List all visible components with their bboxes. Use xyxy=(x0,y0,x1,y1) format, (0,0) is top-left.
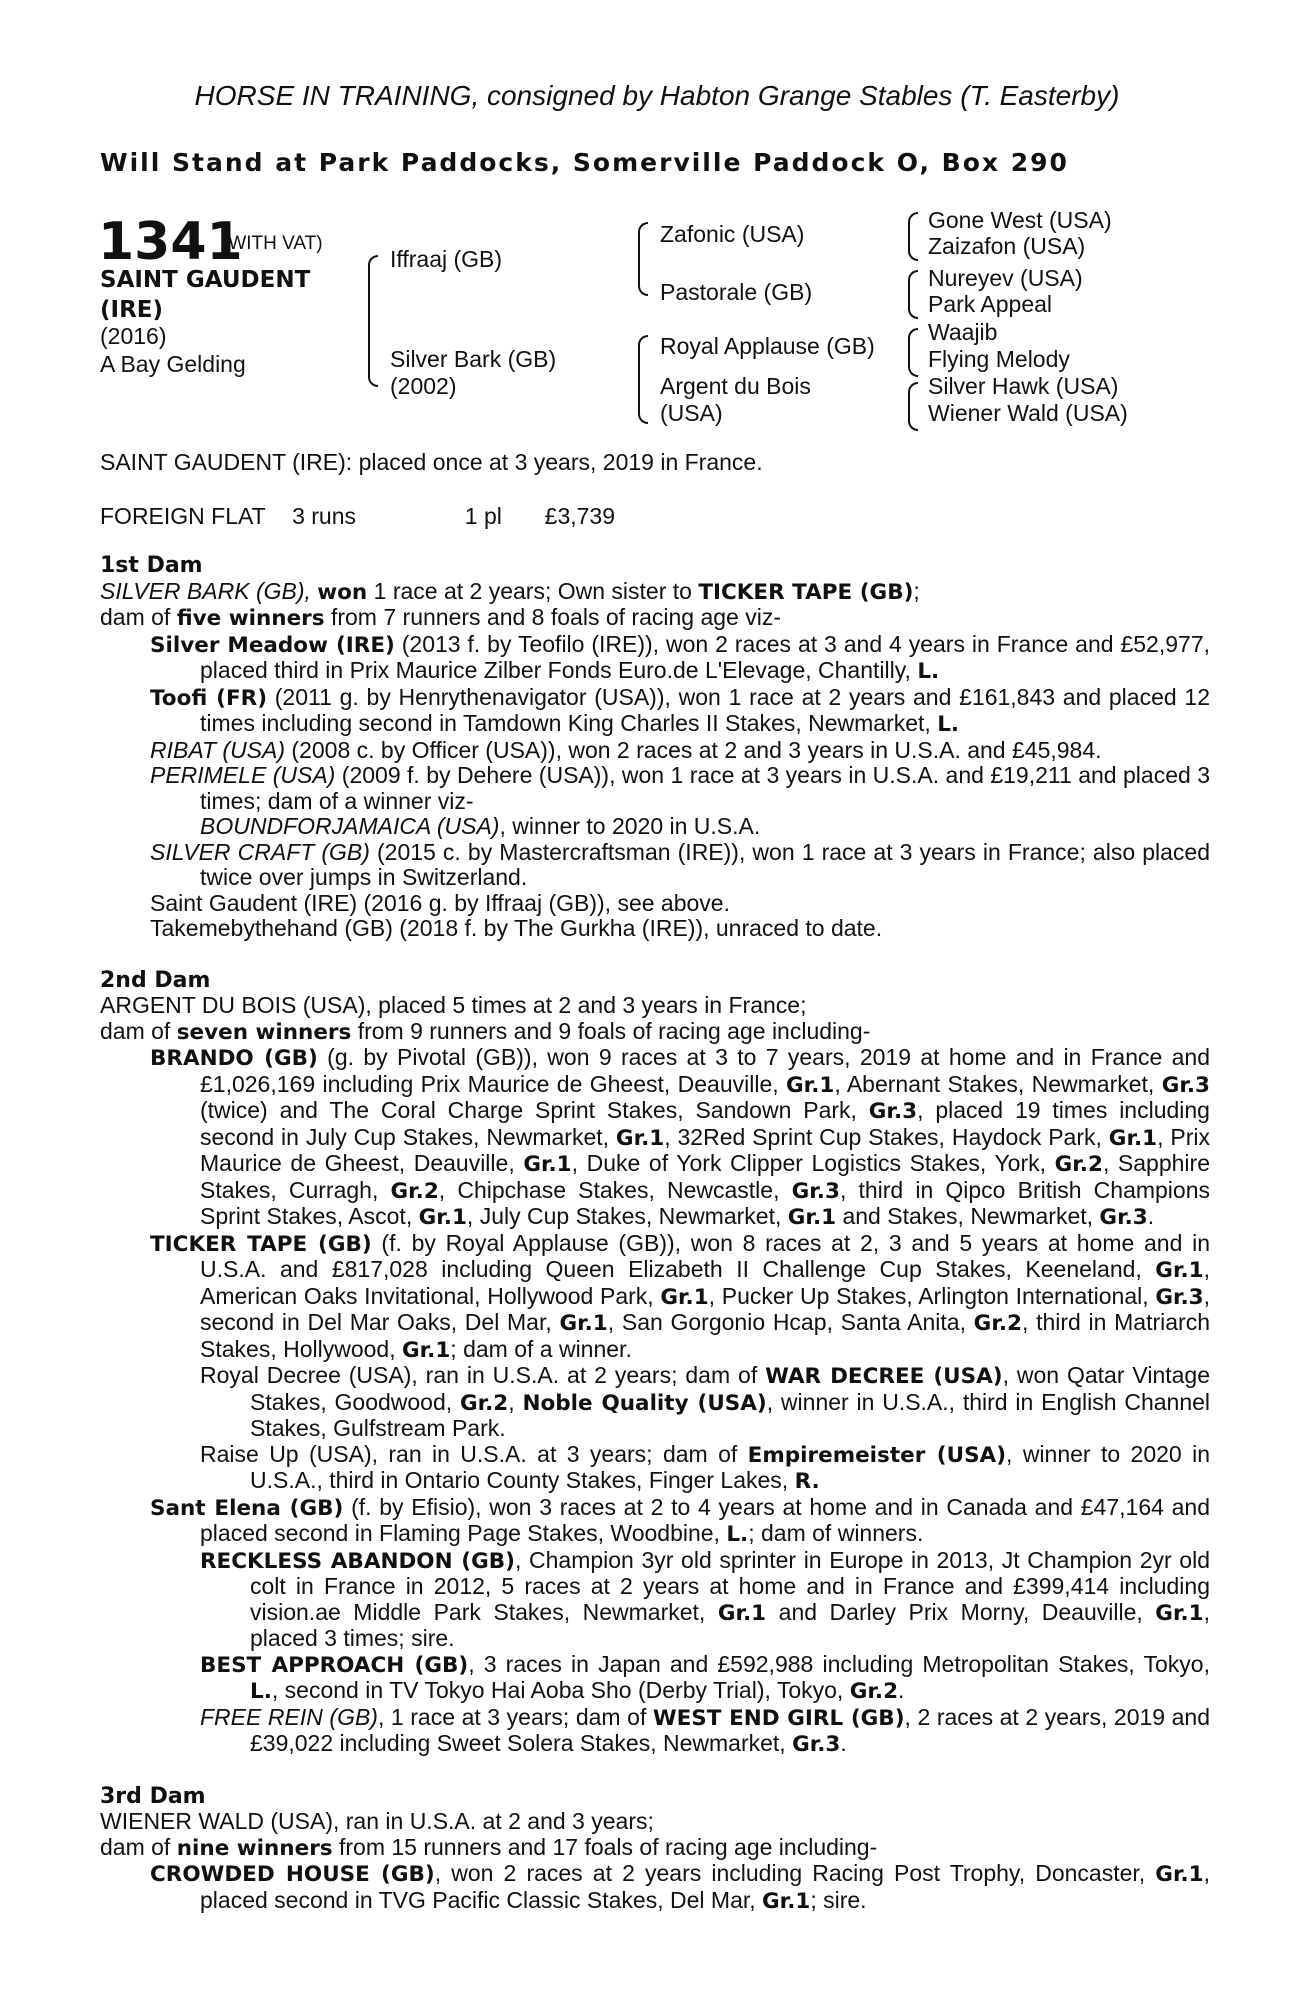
produce-entry: Silver Meadow (IRE) (2013 f. by Teofilo (IRE)), won 2 races at 3 and 4 years in France and £52,977, placed third in Prix Maurice Zilber Fonds Euro.de L'Elevage, Chantilly, L. xyxy=(150,630,1210,684)
produce-sub-entry: RECKLESS ABANDON (GB), Champion 3yr old sprinter in Europe in 2013, Jt Champion 2yr old colt in France in 2012, 5 races at 2 years at home and in France and £399,414 including vision.ae Middle Park Stakes, Newmarket, Gr.1 and Darley Prix Morny, Deauville, Gr.1, placed 3 times; sire. xyxy=(200,1546,1210,1651)
pedigree-g1: Gone West (USA) xyxy=(928,207,1112,233)
catalogue-header: HORSE IN TRAINING, consigned by Habton Grange Stables (T. Easterby) xyxy=(194,80,1120,111)
produce-entry: SILVER CRAFT (GB) (2015 c. by Mastercraftsman (IRE)), won 1 race at 3 years in France; also placed twice over jumps in Switzerland. xyxy=(150,838,1210,890)
second-dam-line: ARGENT DU BOIS (USA), placed 5 times at 2 and 3 years in France; xyxy=(100,992,807,1018)
pedigree-g7: Silver Hawk (USA) xyxy=(928,373,1119,399)
race-record xyxy=(100,503,615,530)
family-section xyxy=(100,553,1210,1914)
pedigree-brace-g12 xyxy=(908,212,918,261)
pedigree-brace-dam xyxy=(638,335,648,424)
first-dam-produce-summary: dam of five winners from 7 runners and 8 foals of racing age viz- xyxy=(100,604,781,631)
race-summary: SAINT GAUDENT (IRE): placed once at 3 years, 2019 in France. xyxy=(100,449,763,475)
third-dam-produce-summary: dam of nine winners from 15 runners and 17 foals of racing age including- xyxy=(100,1833,878,1861)
produce-entry: BRANDO (GB) (g. by Pivotal (GB)), won 9 races at 3 to 7 years, 2019 at home and in France and £1,026,169 including Prix Maurice de Gheest, Deauville, Gr.1, Abernant Stakes, Newmarket, Gr.3 (twice) and The Coral Charge Sprint Stakes, Sandown Park, Gr.3, placed 19 times including second in July Cup Stakes, Newmarket, Gr.1, 32Red Sprint Cup Stakes, Haydock Park, Gr.1, Prix Maurice de Gheest, Deauville, Gr.1, Duke of York Clipper Logistics Stakes, York, Gr.2, Sapphire Stakes, Curragh, Gr.2, Chipchase Stakes, Newcastle, Gr.3, third in Qipco British Champions Sprint Stakes, Ascot, Gr.1, July Cup Stakes, Newmarket, Gr.1 and Stakes, Newmarket, Gr.3. xyxy=(150,1044,1211,1230)
pedigree-g2: Zaizafon (USA) xyxy=(928,233,1086,259)
produce-entry: Saint Gaudent (IRE) (2016 g. by Iffraaj (GB)), see above. xyxy=(150,889,730,916)
first-dam-heading: 1st Dam xyxy=(100,553,203,578)
pedigree-brace-sire-dam xyxy=(368,255,378,387)
produce-sub-entry: BOUNDFORJAMAICA (USA), winner to 2020 in U.S.A. xyxy=(200,813,761,839)
second-dam-produce-summary: dam of seven winners from 9 runners and 9 foals of racing age including- xyxy=(100,1017,871,1045)
produce-entry: PERIMELE (USA) (2009 f. by Dehere (USA)), won 1 race at 3 years in U.S.A. and £19,211 and placed 3 times; dam of a winner viz- xyxy=(150,762,1210,814)
produce-sub-entry: BEST APPROACH (GB), 3 races in Japan and £592,988 including Metropolitan Stakes, Tokyo, L., second in TV Tokyo Hai Aoba Sho (Derby Trial), Tokyo, Gr.2. xyxy=(200,1650,1210,1704)
horse-name xyxy=(100,265,310,325)
third-dam-line: WIENER WALD (USA), ran in U.S.A. at 2 and 3 years; xyxy=(100,1808,654,1834)
produce-entry: Sant Elena (GB) (f. by Efisio), won 3 races at 2 to 4 years at home and in Canada and £47,164 and placed second in Flaming Page Stakes, Woodbine, L.; dam of winners. xyxy=(150,1493,1211,1547)
produce-entry: TICKER TAPE (GB) (f. by Royal Applause (GB)), won 8 races at 2, 3 and 5 years at home and in U.S.A. and £817,028 including Queen Elizabeth II Challenge Cup Stakes, Keeneland, Gr.1, American Oaks Invitational, Hollywood Park, Gr.1, Pucker Up Stakes, Arlington International, Gr.3, second in Del Mar Oaks, Del Mar, Gr.1, San Gorgonio Hcap, Santa Anita, Gr.2, third in Matriarch Stakes, Hollywood, Gr.1; dam of a winner. xyxy=(150,1229,1211,1363)
pedigree-g3: Nureyev (USA) xyxy=(928,265,1083,291)
pedigree-brace-sire xyxy=(638,222,648,296)
record-runs: 3 runs xyxy=(292,503,356,529)
produce-entry: Takemebythehand (GB) (2018 f. by The Gurkha (IRE)), unraced to date. xyxy=(150,915,883,941)
pedigree-g5: Waajib xyxy=(928,319,998,345)
horse-description: A Bay Gelding xyxy=(100,351,246,377)
pedigree-brace-g34 xyxy=(908,270,918,319)
lot-number: 1341 xyxy=(98,212,243,272)
foaling-year: (2016) xyxy=(100,323,167,349)
pedigree-dam: Silver Bark (GB) xyxy=(390,346,557,372)
pedigree-brace-g78 xyxy=(908,382,918,431)
produce-sub-entry: FREE REIN (GB), 1 race at 3 years; dam of WEST END GIRL (GB), 2 races at 2 years, 2019 and £39,022 including Sweet Solera Stakes, Newmarket, Gr.3. xyxy=(200,1703,1211,1757)
pedigree-sire: Iffraaj (GB) xyxy=(390,246,503,272)
produce-sub-entry: Royal Decree (USA), ran in U.S.A. at 2 years; dam of WAR DECREE (USA), won Qatar Vintage Stakes, Goodwood, Gr.2, Noble Quality (USA), winner in U.S.A., third in English Channel Stakes, Gulfstream Park. xyxy=(200,1362,1211,1441)
pedigree-brace-g56 xyxy=(908,328,918,377)
pedigree-dam-dam-country: (USA) xyxy=(660,400,723,426)
produce-entry: RIBAT (USA) (2008 c. by Officer (USA)), won 2 races at 2 and 3 years in U.S.A. and £45,984. xyxy=(150,736,1102,763)
pedigree-dam-year: (2002) xyxy=(390,373,457,399)
produce-sub-entry: Raise Up (USA), ran in U.S.A. at 3 years; dam of Empiremeister (USA), winner to 2020 in U.S.A., third in Ontario County Stakes, Finger Lakes, R. xyxy=(200,1440,1210,1494)
second-dam-heading: 2nd Dam xyxy=(100,967,211,993)
pedigree-dam-dam: Argent du Bois xyxy=(660,373,811,399)
vat-note: (WITH VAT) xyxy=(222,233,323,254)
pedigree-sire-sire: Zafonic (USA) xyxy=(660,221,805,247)
horse-info xyxy=(100,322,246,378)
record-placed: 1 pl xyxy=(464,503,502,529)
produce-entry: Toofi (FR) (2011 g. by Henrythenavigator (USA)), won 1 race at 2 years and £161,843 and placed 12 times including second in Tamdown King Charles II Stakes, Newmarket, L. xyxy=(150,683,1210,737)
stand-location: Will Stand at Park Paddocks, Somerville Paddock O, Box 290 xyxy=(100,148,1069,177)
pedigree-g6: Flying Melody xyxy=(928,346,1070,372)
record-prize: £3,739 xyxy=(544,503,616,529)
pedigree-sire-dam: Pastorale (GB) xyxy=(660,279,813,305)
pedigree-dam-sire: Royal Applause (GB) xyxy=(660,333,875,359)
record-label: FOREIGN FLAT xyxy=(100,503,266,529)
third-dam-heading: 3rd Dam xyxy=(100,1783,206,1809)
pedigree-g8: Wiener Wald (USA) xyxy=(928,400,1128,426)
horse-name-line2: (IRE) xyxy=(100,297,164,323)
produce-entry: CROWDED HOUSE (GB), won 2 races at 2 years including Racing Post Trophy, Doncaster, Gr.1, placed second in TVG Pacific Classic Stakes, Del Mar, Gr.1; sire. xyxy=(150,1860,1210,1914)
pedigree-g4: Park Appeal xyxy=(928,291,1053,317)
horse-name-line1: SAINT GAUDENT xyxy=(100,267,311,293)
first-dam-line: SILVER BARK (GB), won 1 race at 2 years; Own sister to TICKER TAPE (GB); xyxy=(100,577,920,605)
